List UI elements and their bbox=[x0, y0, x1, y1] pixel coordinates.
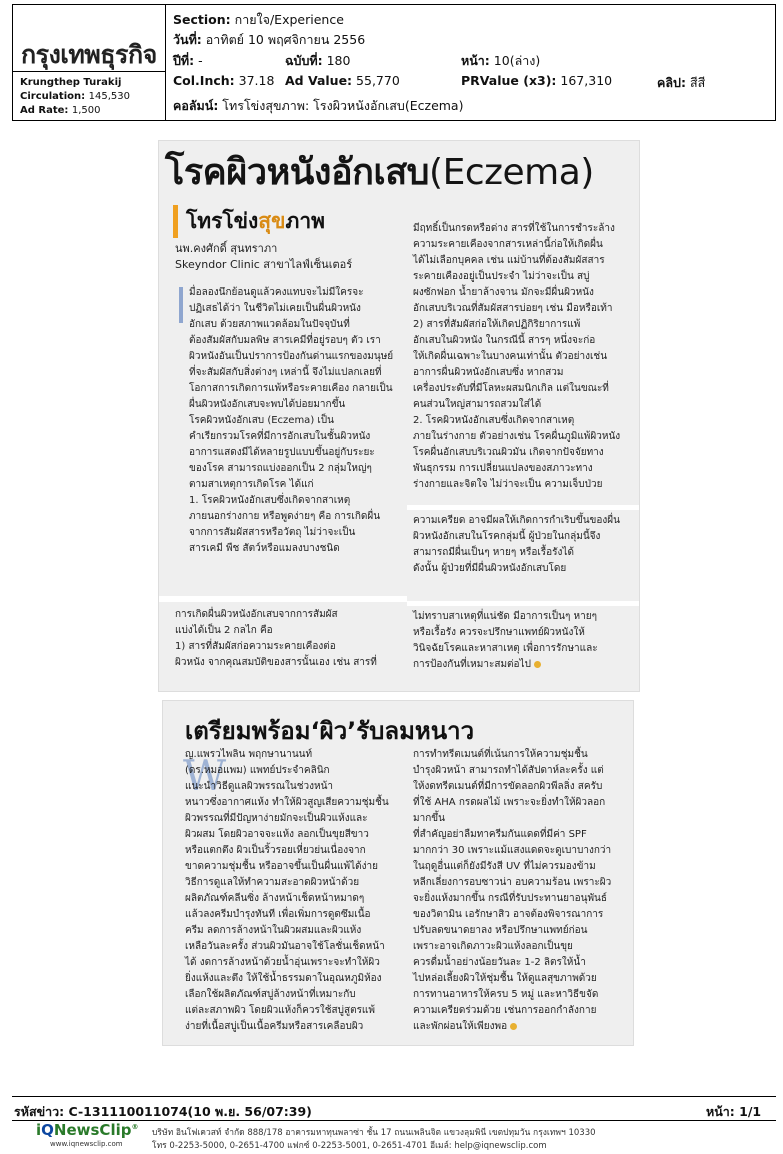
clip-color-cell: คลิป: สีสี bbox=[657, 75, 706, 90]
text-line: ไม่ทราบสาเหตุที่แน่ชัด มีอาการเป็นๆ หายๆ bbox=[413, 611, 597, 622]
text-line: หรือแตกตึง ผิวเป็นริ้วรอยเหี่ยวย่นเนื่องจาก bbox=[185, 845, 366, 856]
end-bullet-icon bbox=[534, 661, 541, 668]
site-url[interactable]: www.iqnewsclip.com bbox=[50, 1140, 123, 1148]
text-line: ญ.แพรวไพลิน พฤกษานานนท์ bbox=[185, 749, 313, 760]
text-line: หลีกเลี่ยงการอบซาวน่า อบความร้อน เพราะผิว bbox=[413, 877, 612, 888]
text-line: 2. โรคผิวหนังอักเสบซึ่งเกิดจากสาเหตุ bbox=[413, 415, 575, 426]
circulation: Circulation: 145,530 bbox=[20, 91, 130, 102]
text-line: ยิ่งแห้งและตึง ให้ใช้น้ำธรรมดาในอุณหภูมิห้อง bbox=[185, 973, 382, 984]
text-line: ที่จะสัมผัสกับสิ่งต่างๆ เหล่านี้ จึงไม่แปลกเลยที่ bbox=[189, 367, 382, 378]
dropcap-bar bbox=[179, 287, 183, 323]
article-headline: เตรียมพร้อม‘ผิว’รับลมหนาว bbox=[185, 717, 475, 745]
text-line: ผิวหนัง จากคุณสมบัติของสารนั้นเอง เช่น สารที่ bbox=[175, 657, 377, 668]
dropcap-letter: W bbox=[183, 751, 227, 800]
text-line: ให้งดทรีตเมนต์ที่มีการขัดลอกผิวพีลลิ่ง สครับ bbox=[413, 781, 603, 792]
text-line: ในฤดูอื่นแต่ก็ยังมีรังสี UV ที่ไม่ควรมองข้าม bbox=[413, 861, 596, 872]
column-row: คอลัมน์: โทรโข่งสุขภาพ: โรงผิวหนังอักเสบ(Eczema) bbox=[173, 98, 464, 113]
pane-gap bbox=[407, 601, 639, 606]
text-line: สารเคมี พืช สัตว์หรือแมลงบางชนิด bbox=[189, 543, 340, 554]
article-column-2 bbox=[413, 221, 633, 493]
advalue-cell: Ad Value: 55,770 bbox=[285, 73, 400, 88]
text-line: (ดร.หมอแพม) แพทย์ประจำคลินิก bbox=[185, 765, 330, 776]
text-line: คนส่วนใหญ่สามารถสวมใส่ได้ bbox=[413, 399, 542, 410]
text-line: แนะนำวิธีดูแลผิวพรรณในช่วงหน้า bbox=[185, 781, 334, 792]
text-line: ผงซักฟอก น้ำยาล้างจาน มักจะมีผื่นผิวหนัง bbox=[413, 287, 594, 298]
company-address: บริษัท อินโฟเควสท์ จำกัด 888/178 อาคารมหาทุนพลาซ่า ชั้น 17 ถนนเพลินจิต แขวงลุมพินี เขตปทุมวัน กรุงเทพฯ 10330 bbox=[152, 1128, 596, 1138]
article-column-2c bbox=[413, 609, 633, 673]
article-column-1b bbox=[175, 607, 403, 671]
iqnewsclip-logo: iQNewsClip® bbox=[36, 1121, 139, 1139]
text-line: วินิจฉัยโรคและหาสาเหตุ เพื่อการรักษาและ bbox=[413, 643, 598, 654]
text-line: เลือกใช้ผลิตภัณฑ์สบู่ล้างหน้าที่เหมาะกับ bbox=[185, 989, 356, 1000]
company-contact: โทร 0-2253-5000, 0-2651-4700 แฟกซ์ 0-2253-5001, 0-2651-4701 อีเมล์: help@iqnewsclip.com bbox=[152, 1141, 547, 1151]
text-line: ปฏิเสธได้ว่า ในชีวิตไม่เคยเป็นผื่นผิวหนัง bbox=[189, 303, 361, 314]
newspaper-logo: กรุงเทพธุรกิจ bbox=[21, 40, 157, 69]
text-line: จะยิ่งแห้งมากขึ้น กรณีที่รับประทานยาอนุพันธ์ bbox=[413, 893, 607, 904]
text-line: สามารถมีผื่นเป็นๆ หายๆ หรือเรื้อรังได้ bbox=[413, 547, 574, 558]
text-line: มากกว่า 30 เพราะแม้แสงแดดจะดูเบาบางกว่า bbox=[413, 845, 612, 856]
text-line: ความเครียด อาจมีผลให้เกิดการกำเริบขึ้นของผื่น bbox=[413, 515, 620, 526]
text-line: ไปหล่อเลี้ยงผิวให้ชุ่มชื้น ให้ดูแลสุขภาพด้วย bbox=[413, 973, 597, 984]
text-line: เครื่องประดับที่มีโลหะผสมนิกเกิล แต่ในขณะที่ bbox=[413, 383, 609, 394]
text-line: ง่ายที่เนื้อสบู่เป็นเนื้อครีมหรือสารเคลือบผิว bbox=[185, 1021, 364, 1032]
text-line: 1) สารที่สัมผัสก่อความระคายเคืองต่อ bbox=[175, 641, 336, 652]
date-row: วันที่: อาทิตย์ 10 พฤศจิกายน 2556 bbox=[173, 32, 366, 47]
text-line: แล้วลงครีมบำรุงทันที เพื่อเพิ่มการดูดซึมเนื้อ bbox=[185, 909, 371, 920]
article-winter-skin-clipping bbox=[162, 700, 634, 1046]
text-line: โรคผิวหนังอักเสบ (Eczema) เป็น bbox=[189, 415, 334, 426]
text-line: 1. โรคผิวหนังอักเสบซึ่งเกิดจากสาเหตุ bbox=[189, 495, 351, 506]
paper-name: Krungthep Turakij bbox=[20, 77, 122, 88]
article-eczema-clipping bbox=[158, 140, 640, 692]
text-line: แต่ละสภาพผิว โดยผิวแห้งก็ควรใช้สบู่สูตรแพ้ bbox=[185, 1005, 375, 1016]
text-line: ภายในร่างกาย ตัวอย่างเช่น โรคผื่นภูมิแพ้ผิวหนัง bbox=[413, 431, 621, 442]
text-line: มีฤทธิ์เป็นกรดหรือด่าง สารที่ใช้ในการชำระล้าง bbox=[413, 223, 615, 234]
text-line: ภายนอกร่างกาย หรือพูดง่ายๆ คือ การเกิดผื่น bbox=[189, 511, 381, 522]
text-line: ต้องสัมผัสกับมลพิษ สารเคมีที่อยู่รอบๆ ตัว เรา bbox=[189, 335, 381, 346]
text-line: ขาดความชุ่มชื้น หรืออาจขึ้นเป็นผื่นแพ้ได้ง่าย bbox=[185, 861, 378, 872]
text-line: โรคผื่นอักเสบบริเวณผิวมัน เกิดจากปัจจัยทาง bbox=[413, 447, 604, 458]
text-line: มากขึ้น bbox=[413, 813, 445, 824]
text-line: อาการผื่นผิวหนังอักเสบซึ่ง หากสวม bbox=[413, 367, 564, 378]
column-name-banner: โทรโข่งสุขภาพ bbox=[173, 205, 325, 238]
text-line: ผิวหนังอันเป็นปราการป้องกันด่านแรกของมนุษย์ bbox=[189, 351, 394, 362]
text-line: ผลิตภัณฑ์คลีนซิ่ง ล้างหน้าเช็ดหน้าหมาดๆ bbox=[185, 893, 365, 904]
text-line: ที่สำคัญอย่าลืมทาครีมกันแดดที่มีค่า SPF bbox=[413, 829, 587, 840]
text-line: ปรับลดขนาดยาลง หรือปรึกษาแพทย์ก่อน bbox=[413, 925, 588, 936]
article-column-1 bbox=[185, 747, 407, 1035]
text-line: หนาวซึ่งอากาศแห้ง ทำให้ผิวสูญเสียความชุ่มชื้น bbox=[185, 797, 389, 808]
text-line: ได้ งดการล้างหน้าด้วยน้ำอุ่นเพราะจะทำให้ผิว bbox=[185, 957, 380, 968]
colinch-cell: Col.Inch: 37.18 bbox=[173, 73, 275, 88]
end-bullet-icon bbox=[510, 1023, 517, 1030]
text-line: ผิวหนังอักเสบในโรคกลุ่มนี้ ผู้ป่วยในกลุ่มนี้จึง bbox=[413, 531, 601, 542]
text-line: หรือเรื้อรัง ควรจะปรึกษาแพทย์ผิวหนังให้ bbox=[413, 627, 585, 638]
text-line: ให้เกิดผื่นเฉพาะในบางคนเท่านั้น ตัวอย่างเช่น bbox=[413, 351, 608, 362]
prvalue-cell: PRValue (x3): 167,310 bbox=[461, 73, 613, 88]
text-line: ที่ใช้ AHA กรดผลไม้ เพราะจะยิ่งทำให้ผิวลอก bbox=[413, 797, 606, 808]
text-line: ระคายเคืองอยู่เป็นประจำ ไม่ว่าจะเป็น สบู่ bbox=[413, 271, 590, 282]
news-id: รหัสข่าว: C-131110011074(10 พ.ย. 56/07:39) bbox=[14, 1104, 312, 1119]
text-line: ร่างกายและจิตใจ ไม่ว่าจะเป็น ความเจ็บป่วย bbox=[413, 479, 603, 490]
text-line: ความระคายเคืองจากสารเหล่านี้ก่อให้เกิดผื่น bbox=[413, 239, 603, 250]
text-line: การเกิดผื่นผิวหนังอักเสบจากการสัมผัส bbox=[175, 609, 338, 620]
text-line: แบ่งได้เป็น 2 กลไก คือ bbox=[175, 625, 273, 636]
pane-gap bbox=[159, 596, 407, 602]
text-line: การป้องกันที่เหมาะสมต่อไป bbox=[413, 657, 633, 673]
text-line: ได้ไม่เลือกบุคคล เช่น แม่บ้านที่ต้องสัมผัสสาร bbox=[413, 255, 605, 266]
ad-rate: Ad Rate: 1,500 bbox=[20, 105, 101, 116]
text-line: พันธุกรรม การเปลี่ยนแปลงของสภาวะทาง bbox=[413, 463, 593, 474]
article-column-2 bbox=[413, 747, 625, 1035]
article-headline: โรคผิวหนังอักเสบ(Eczema) bbox=[165, 152, 594, 193]
text-line: อาการแสดงมีได้หลายรูปแบบขึ้นอยู่กับระยะ bbox=[189, 447, 375, 458]
text-line: ผิวผสม โดยผิวอาจจะแห้ง ลอกเป็นขุยสีขาว bbox=[185, 829, 369, 840]
text-line: เหลือวันละครั้ง ส่วนผิวมันอาจใช้โลชั่นเช็ดหน้า bbox=[185, 941, 385, 952]
text-line: 2) สารที่สัมผัสก่อให้เกิดปฏิกิริยาการแพ้ bbox=[413, 319, 581, 330]
text-line: โอกาสการเกิดการแพ้หรือระคายเคือง กลายเป็น bbox=[189, 383, 393, 394]
text-line: ผื่นผิวหนังอักเสบจะพบได้บ่อยมากขึ้น bbox=[189, 399, 346, 410]
author-org: Skeyndor Clinic สาขาไลฟ์เซ็นเตอร์ bbox=[175, 258, 353, 271]
text-line: จากการสัมผัสสารหรือวัตถุ ไม่ว่าจะเป็น bbox=[189, 527, 356, 538]
page-cell: หน้า: 10(ล่าง) bbox=[461, 53, 541, 68]
text-line: ดังนั้น ผู้ป่วยที่มีผื่นผิวหนังอักเสบโดย bbox=[413, 563, 567, 574]
text-line: บำรุงผิวหน้า สามารถทำได้สัปดาห์ละครั้ง แต่ bbox=[413, 765, 604, 776]
text-line: อักเสบในผิวหนัง ในกรณีนี้ สารๆ หนึ่งจะก่อ bbox=[413, 335, 596, 346]
year-cell: ปีที่: - bbox=[173, 53, 203, 68]
text-line: อักเสบบริเวณที่สัมผัสสารบ่อยๆ เช่น มือหรือเท้า bbox=[413, 303, 613, 314]
text-line: ตามสาเหตุการเกิดโรค ได้แก่ bbox=[189, 479, 314, 490]
text-line: อักเสบ ด้วยสภาพแวดล้อมในปัจจุบันที่ bbox=[189, 319, 350, 330]
text-line: ครีม ลดการล้างหน้าในผิวผสมและผิวแห้ง bbox=[185, 925, 362, 936]
text-line: มื่อลองนึกย้อนดูแล้วคงแทบจะไม่มีใครจะ bbox=[189, 287, 364, 298]
text-line: การทำทรีตเมนต์ที่เน้นการให้ความชุ่มชื้น bbox=[413, 749, 588, 760]
header-divider-vertical bbox=[165, 5, 166, 120]
text-line: ควรดื่มน้ำอย่างน้อยวันละ 1-2 ลิตรให้น้ำ bbox=[413, 957, 586, 968]
text-line: ของโรค สามารถแบ่งออกเป็น 2 กลุ่มใหญ่ๆ bbox=[189, 463, 372, 474]
text-line: ผิวพรรณที่มีปัญหาง่ายมักจะเป็นผิวแห้งและ bbox=[185, 813, 368, 824]
issue-cell: ฉบับที่: 180 bbox=[285, 53, 351, 68]
text-line: ความเครียดร่วมด้วย เช่นการออกกำลังกาย bbox=[413, 1005, 597, 1016]
text-line: ของวิตามิน เอรักษาสิว อาจต้องพิจารณาการ bbox=[413, 909, 604, 920]
footer-rule bbox=[12, 1096, 776, 1097]
article-column-2b bbox=[413, 513, 633, 577]
text-line: การทานอาหารให้ครบ 5 หมู่ และหาวิธีขจัด bbox=[413, 989, 599, 1000]
section-row: Section: กายใจ/Experience bbox=[173, 12, 344, 27]
pane-gap bbox=[407, 505, 639, 510]
clip-header-table bbox=[12, 4, 776, 121]
text-line: คำเรียกรวมโรคที่มีการอักเสบในชั้นผิวหนัง bbox=[189, 431, 371, 442]
article-column-1 bbox=[189, 285, 405, 557]
text-line: วิธีการดูแลให้ทำความสะอาดผิวหน้าด้วย bbox=[185, 877, 360, 888]
author-name: นพ.คงศักดิ์ สุนทราภา bbox=[175, 242, 278, 255]
text-line: เพราะอาจเกิดภาวะผิวแห้งลอกเป็นขุย bbox=[413, 941, 573, 952]
text-line: และพักผ่อนให้เพียงพอ bbox=[413, 1019, 625, 1035]
page-number: หน้า: 1/1 bbox=[706, 1104, 762, 1119]
